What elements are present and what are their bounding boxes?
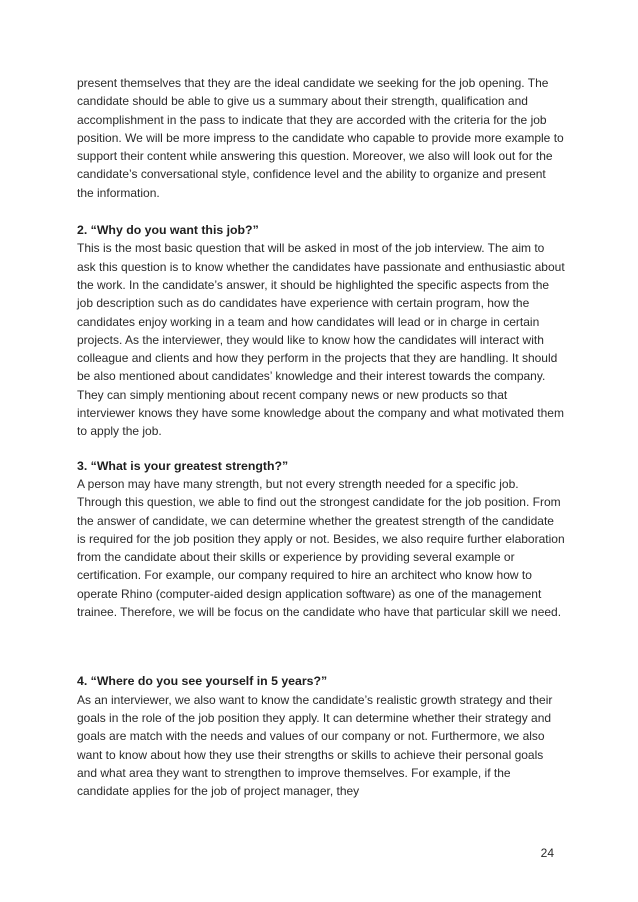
question-3-paragraph: A person may have many strength, but not every strength needed for a specific job. Through this question, we able to find out the strongest candidate for the job position. From the answer of candidate, we can determine whether the greatest strength of the candidate is required for the job position they apply or not. Besides, we also require further elaboration from the candidate about their skills or experience by providing several example or certification. For example, our company required to hire an architect who know how to operate Rhino (computer-aided design application software) as one of the management trainee. Therefore, we will be focus on the candidate who have that particular skill we need. bbox=[77, 476, 565, 620]
question-4-heading: 4. “Where do you see yourself in 5 years?” bbox=[77, 674, 328, 689]
question-3-heading: 3. “What is your greatest strength?” bbox=[77, 458, 289, 473]
document-page bbox=[77, 74, 565, 800]
intro-paragraph: present themselves that they are the ideal candidate we seeking for the job opening. The candidate should be able to give us a summary about their strength, qualification and accomplishment in the pass to indicate that they are accorded with the criteria for the job position. We will be more impress to the candidate who capable to provide more example to support their content while answering this question. Moreover, we also will look out for the candidate’s conversational style, confidence level and the ability to organize and present the information. bbox=[77, 76, 564, 200]
page-number: 24 bbox=[540, 846, 554, 860]
question-4-paragraph: As an interviewer, we also want to know the candidate’s realistic growth strategy and their goals in the role of the job position they apply. It can determine whether their strategy and goals are match with the needs and values of our company or not. Furthermore, we also want to know about how they use their strengths or skills to achieve their personal goals and what area they want to strengthen to improve themselves. For example, if the candidate applies for the job of project manager, they bbox=[77, 692, 553, 799]
question-2-paragraph: This is the most basic question that will be asked in most of the job interview. The aim to ask this question is to know whether the candidates have passionate and enthusiastic about the work. In the candidate’s answer, it should be highlighted the specific aspects from the job description such as do candidates have experience with certain program, how the candidates enjoy working in a team and how candidates will lead or in charge in certain projects. As the interviewer, they would like to know how the candidates will interact with colleague and clients and how they perform in the projects that they are handling. It should be also mentioned about candidates’ knowledge and their interest towards the company. They can simply mentioning about recent company news or new products so that interviewer knows they have some knowledge about the company and what motivated them to apply the job. bbox=[77, 241, 565, 439]
question-2-heading: 2. “Why do you want this job?” bbox=[77, 223, 259, 238]
